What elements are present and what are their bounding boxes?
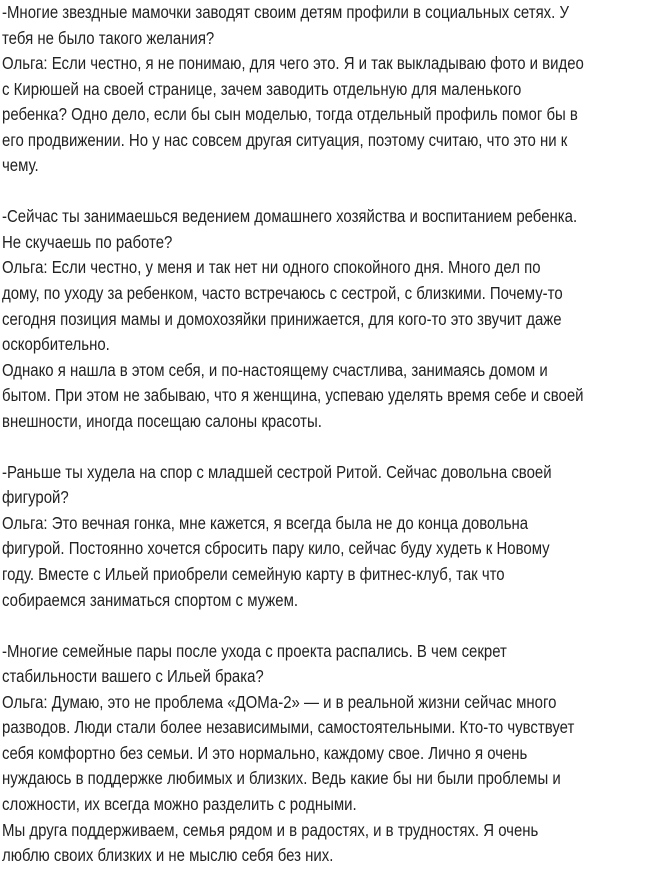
- answer-line: Ольга: Если честно, я не понимаю, для чего это. Я и так выкладываю фото и видео: [2, 53, 584, 74]
- paragraph-gap: [2, 179, 663, 205]
- answer-line: разводов. Люди стали более независимыми, самостоятельными. Кто-то чувствует: [2, 717, 575, 738]
- answer-line: Однако я нашла в этом себя, и по-настоящему счастлива, занимаясь домом и: [2, 359, 548, 380]
- question-line: -Сейчас ты занимаешься ведением домашнего хозяйства и воспитанием ребенка.: [2, 206, 578, 227]
- question-line: Не скучаешь по работе?: [2, 231, 173, 252]
- answer-3: [2, 511, 663, 613]
- answer-line: внешности, иногда посещаю салоны красоты.: [2, 410, 322, 431]
- question-3: [2, 460, 663, 511]
- answer-line: сложности, их всегда можно разделить с родными.: [2, 793, 357, 814]
- question-line: стабильности вашего с Ильей брака?: [2, 666, 264, 687]
- question-line: фигурой?: [2, 487, 69, 508]
- question-line: тебя не было такого желания?: [2, 27, 215, 48]
- question-line: -Многие звездные мамочки заводят своим детям профили в социальных сетях. У: [2, 2, 569, 22]
- answer-4: [2, 690, 663, 869]
- question-line: -Раньше ты худела на спор с младшей сестрой Ритой. Сейчас довольна своей: [2, 461, 552, 482]
- answer-line: бытом. При этом не забываю, что я женщина, успеваю уделять время себе и своей: [2, 385, 584, 406]
- question-line: -Многие семейные пары после ухода с проекта распались. В чем секрет: [2, 640, 507, 661]
- answer-line: люблю своих близких и не мыслю себя без них.: [2, 845, 334, 866]
- paragraph-gap: [2, 434, 663, 460]
- qa-block-1: [2, 0, 663, 179]
- answer-line: себя комфортно без семьи. И это нормально, каждому свое. Лично я очень: [2, 742, 528, 763]
- answer-line: сегодня позиция мамы и домохозяйки принижается, для кого-то это звучит даже: [2, 308, 562, 329]
- qa-block-3: [2, 460, 663, 613]
- question-1: [2, 0, 663, 51]
- answer-line: оскорбительно.: [2, 334, 110, 355]
- answer-line: нуждаюсь в поддержке любимых и близких. Ведь какие бы ни были проблемы и: [2, 768, 561, 789]
- answer-line: его продвижении. Но у нас совсем другая ситуация, поэтому считаю, что это ни к: [2, 129, 568, 150]
- answer-line: чему.: [2, 155, 39, 176]
- answer-1: [2, 51, 663, 179]
- answer-line: Ольга: Если честно, у меня и так нет ни одного спокойного дня. Много дел по: [2, 257, 541, 278]
- paragraph-gap: [2, 613, 663, 639]
- question-4: [2, 639, 663, 690]
- interview-article: [2, 0, 663, 869]
- answer-line: Мы друга поддерживаем, семья рядом и в радостях, и в трудностях. Я очень: [2, 819, 539, 840]
- qa-block-2: [2, 204, 663, 434]
- qa-block-4: [2, 639, 663, 869]
- answer-line: году. Вместе с Ильей приобрели семейную карту в фитнес-клуб, так что: [2, 564, 505, 585]
- answer-line: дому, по уходу за ребенком, часто встречаюсь с сестрой, с близкими. Почему-то: [2, 283, 563, 304]
- answer-line: с Кирюшей на своей странице, зачем заводить отдельную для маленького: [2, 78, 522, 99]
- answer-line: ребенка? Одно дело, если бы сын моделью, тогда отдельный профиль помог бы в: [2, 104, 578, 125]
- answer-line: собираемся заниматься спортом с мужем.: [2, 589, 299, 610]
- answer-2: [2, 255, 663, 434]
- question-2: [2, 204, 663, 255]
- answer-line: Ольга: Это вечная гонка, мне кажется, я всегда была не до конца довольна: [2, 512, 529, 533]
- answer-line: фигурой. Постоянно хочется сбросить пару кило, сейчас буду худеть к Новому: [2, 538, 550, 559]
- answer-line: Ольга: Думаю, это не проблема «ДОМа-2» — и в реальной жизни сейчас много: [2, 691, 557, 712]
